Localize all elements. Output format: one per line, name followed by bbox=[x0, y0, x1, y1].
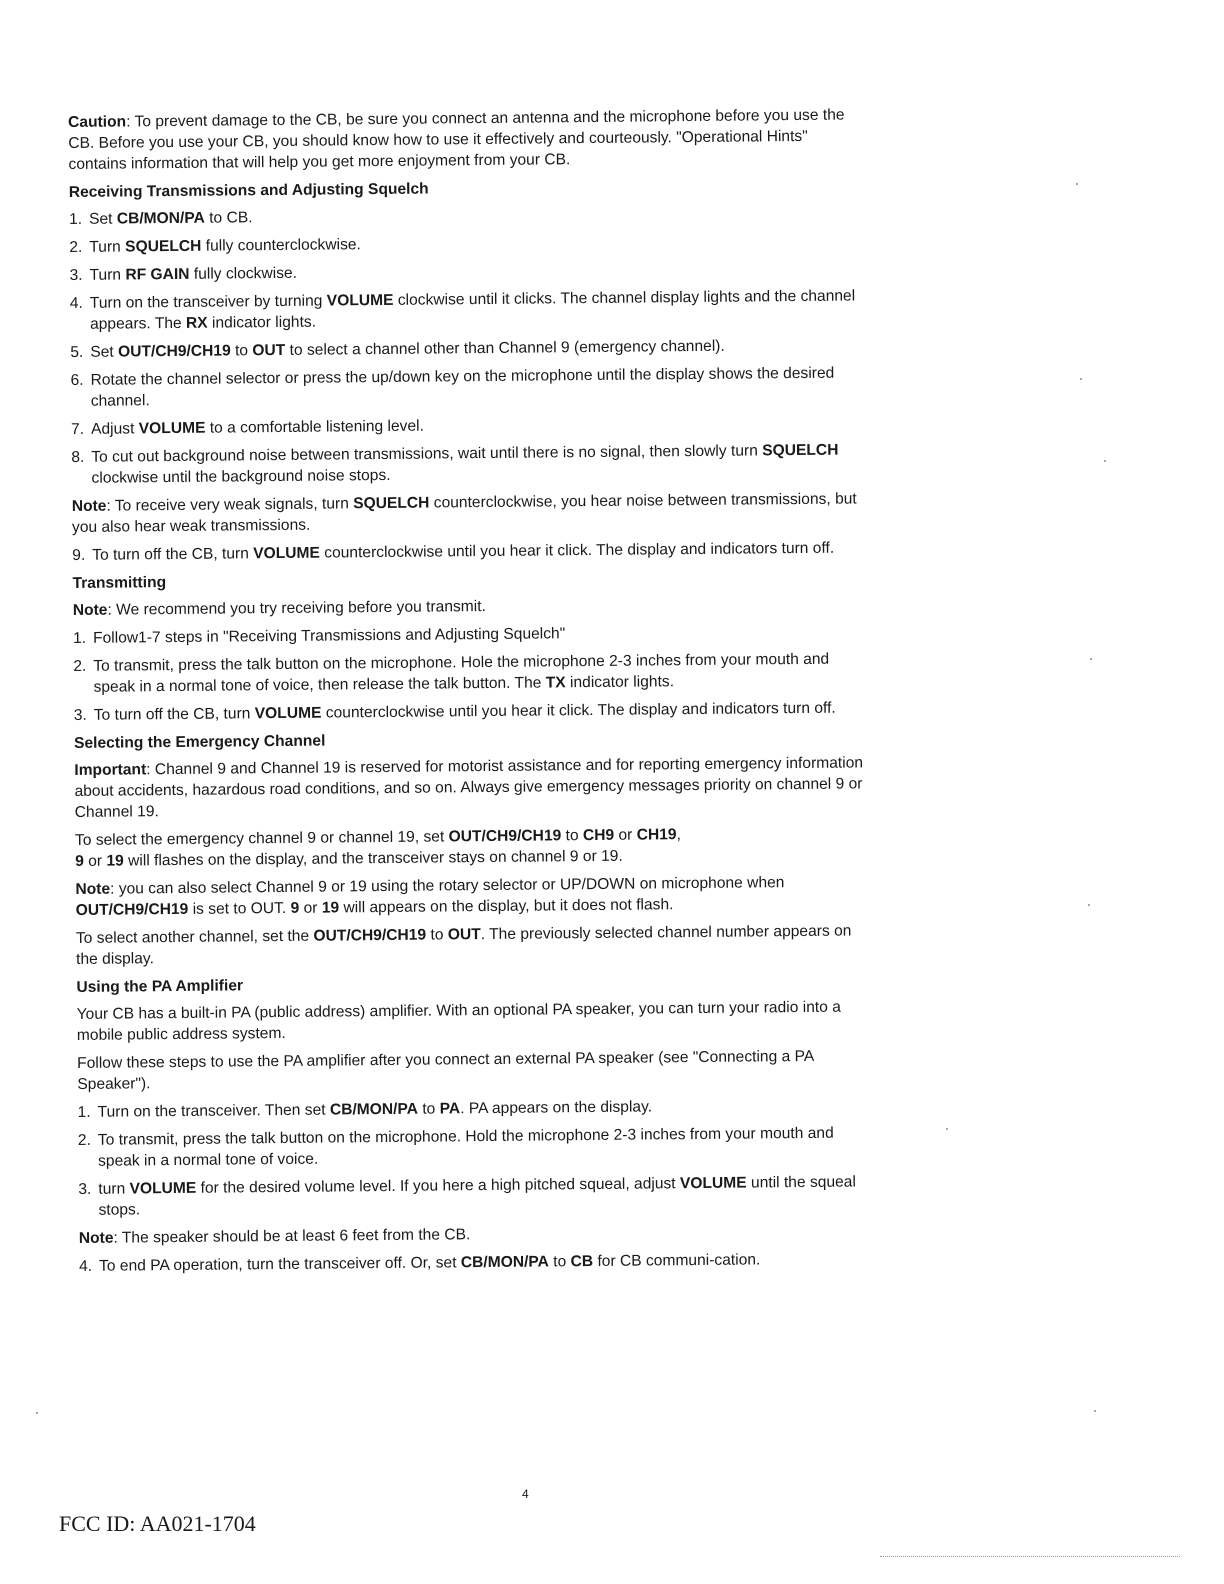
paragraph-text: To select another channel, set the bbox=[75, 927, 314, 947]
scan-speck bbox=[1076, 183, 1078, 185]
paragraph-text: will flashes on the display, and the transceiver stays on channel 9 or 19. bbox=[123, 847, 623, 870]
step-item bbox=[70, 334, 870, 363]
scan-speck bbox=[1094, 1410, 1096, 1412]
paragraph-text: or bbox=[614, 826, 637, 844]
emergency-paragraph bbox=[76, 920, 876, 970]
step-item bbox=[78, 1171, 878, 1221]
pa-paragraph: Your CB has a built-in PA (public address) amplifier. With an optional PA speaker, you can turn your radio into a mobile public address system. bbox=[76, 998, 841, 1044]
display-value: 9 bbox=[75, 852, 84, 870]
display-value: 19 bbox=[321, 899, 340, 917]
scan-speck bbox=[946, 1128, 948, 1130]
note-paragraph bbox=[75, 871, 875, 921]
scan-speck bbox=[36, 1412, 38, 1414]
step-item bbox=[78, 1094, 878, 1123]
step-number: 2. bbox=[77, 1131, 91, 1149]
step-text: To transmit, press the talk button on the microphone. Hole the microphone 2-3 inches from your mouth and speak in a normal tone of voice, then release the talk button. The bbox=[93, 650, 830, 696]
step-text: Turn bbox=[89, 266, 126, 284]
step-item bbox=[78, 1122, 878, 1172]
step-text: turn bbox=[98, 1180, 130, 1198]
scan-edge-line bbox=[880, 1556, 1180, 1558]
note-text: : We recommend you try receiving before you transmit. bbox=[107, 598, 486, 619]
note-lead: Note bbox=[71, 497, 107, 515]
step-number: 6. bbox=[70, 371, 84, 389]
scan-speck bbox=[1090, 658, 1092, 660]
step-item bbox=[79, 1248, 879, 1277]
step-text: to bbox=[548, 1253, 571, 1271]
step-number: 4. bbox=[79, 1257, 93, 1275]
step-number: 5. bbox=[70, 343, 84, 361]
step-text: Follow1-7 steps in "Receiving Transmissions and Adjusting Squelch" bbox=[92, 625, 566, 647]
step-text: to select a channel other than Channel 9 (emergency channel). bbox=[285, 337, 725, 359]
note-paragraph bbox=[79, 1220, 879, 1249]
step-text: To turn off the CB, turn bbox=[92, 545, 254, 564]
section-title-receiving: Receiving Transmissions and Adjusting Squelch bbox=[68, 180, 429, 201]
step-text: Rotate the channel selector or press the up/down key on the microphone until the display shows the desired channel. bbox=[90, 364, 835, 410]
step-number: 3. bbox=[73, 706, 87, 724]
paragraph-text: or bbox=[83, 852, 107, 870]
paragraph-text: , bbox=[676, 826, 681, 844]
control-name: CB/MON/PA bbox=[116, 209, 205, 228]
step-text: counterclockwise until you hear it click. The display and indicators turn off. bbox=[321, 699, 836, 722]
step-item bbox=[72, 537, 872, 566]
control-name: VOLUME bbox=[254, 704, 322, 723]
step-number: 4. bbox=[69, 294, 83, 312]
step-number: 2. bbox=[69, 238, 83, 256]
step-text: Set bbox=[88, 210, 117, 228]
scan-speck bbox=[1104, 460, 1106, 462]
step-item bbox=[69, 201, 869, 230]
note-paragraph bbox=[72, 488, 872, 538]
step-text: for the desired volume level. If you here a high pitched squeal, adjust bbox=[196, 1175, 681, 1197]
control-name: SQUELCH bbox=[125, 237, 202, 256]
step-text: indicator lights. bbox=[565, 673, 675, 692]
step-text: Set bbox=[90, 343, 119, 361]
display-value: 9 bbox=[290, 899, 300, 917]
control-name: VOLUME bbox=[679, 1174, 747, 1193]
note-text: counterclockwise, you hear noise between transmissions, but you also hear weak transmissions. bbox=[71, 490, 857, 536]
step-number: 1. bbox=[77, 1103, 91, 1121]
control-value: CH19 bbox=[636, 826, 677, 844]
step-text: until the squeal stops. bbox=[98, 1173, 856, 1219]
section-title-emergency: Selecting the Emergency Channel bbox=[73, 732, 326, 752]
important-lead: Important bbox=[74, 761, 147, 779]
step-text: to a comfortable listening level. bbox=[205, 417, 424, 437]
note-lead: Note bbox=[78, 1229, 114, 1247]
note-lead: Note bbox=[75, 880, 111, 898]
step-number: 1. bbox=[72, 629, 87, 647]
section-title-pa: Using the PA Amplifier bbox=[76, 977, 244, 996]
control-name: VOLUME bbox=[326, 291, 394, 310]
control-value: CH9 bbox=[582, 826, 615, 845]
important-text: : Channel 9 and Channel 19 is reserved for motorist assistance and for reporting emergency information about accidents, hazardous road conditions, and so on. Always give emergency messages priority on channel 9 or Channel 19. bbox=[74, 754, 864, 821]
step-number: 7. bbox=[70, 420, 85, 438]
page-number: 4 bbox=[522, 1487, 529, 1501]
indicator-name: TX bbox=[545, 674, 566, 692]
step-item bbox=[70, 285, 870, 335]
control-name: OUT/CH9/CH19 bbox=[75, 900, 189, 919]
step-number: 8. bbox=[71, 448, 85, 466]
step-text: for CB communi-cation. bbox=[593, 1251, 761, 1271]
step-item bbox=[70, 362, 870, 412]
section-title-transmitting: Transmitting bbox=[72, 574, 167, 592]
control-name: OUT/CH9/CH19 bbox=[448, 827, 562, 846]
step-text: to bbox=[230, 342, 253, 360]
step-text: Adjust bbox=[90, 420, 139, 438]
note-text: : To receive very weak signals, turn bbox=[106, 495, 354, 515]
control-value: OUT bbox=[447, 926, 481, 944]
note-text: is set to OUT. bbox=[188, 899, 291, 918]
note-paragraph bbox=[73, 592, 873, 621]
step-text: To transmit, press the talk button on the microphone. Hold the microphone 2-3 inches from your mouth and speak in a normal tone of voice. bbox=[97, 1124, 834, 1170]
step-number: 1. bbox=[68, 210, 83, 228]
step-text: clockwise until it clicks. The channel display lights and the channel appears. The bbox=[89, 287, 856, 333]
manual-page bbox=[68, 104, 879, 1284]
step-item bbox=[73, 620, 873, 649]
step-number: 3. bbox=[69, 266, 83, 284]
pa-paragraph: Follow these steps to use the PA amplifier after you connect an external PA speaker (see "Connecting a PA Speaker"). bbox=[77, 1047, 814, 1093]
scan-speck bbox=[1088, 904, 1090, 906]
step-number: 3. bbox=[78, 1180, 92, 1198]
step-text: clockwise until the background noise stops. bbox=[91, 466, 391, 487]
paragraph-text: To select the emergency channel 9 or channel 19, set bbox=[74, 828, 449, 849]
control-value: PA bbox=[439, 1100, 461, 1118]
control-name: SQUELCH bbox=[762, 441, 839, 460]
step-text: counterclockwise until you hear it click. The display and indicators turn off. bbox=[319, 539, 835, 562]
step-item bbox=[69, 257, 869, 286]
step-text: to bbox=[417, 1100, 440, 1118]
emergency-paragraph bbox=[75, 822, 875, 872]
step-item bbox=[69, 229, 869, 258]
fcc-id: FCC ID: AA021-1704 bbox=[59, 1511, 256, 1536]
step-text: Turn on the transceiver by turning bbox=[89, 292, 327, 312]
control-name: RF GAIN bbox=[125, 265, 190, 284]
control-name: SQUELCH bbox=[353, 494, 430, 513]
step-text: fully counterclockwise. bbox=[201, 236, 361, 255]
control-name: CB/MON/PA bbox=[460, 1253, 549, 1272]
control-name: VOLUME bbox=[138, 419, 206, 438]
step-item bbox=[71, 411, 871, 440]
control-name: OUT/CH9/CH19 bbox=[117, 342, 231, 361]
caution-text: : To prevent damage to the CB, be sure you connect an antenna and the microphone before you use the CB. Before you use your CB, you should know how to use it effectively and courteously. "Operational Hints" contains information that will help you get more enjoyment from your CB. bbox=[68, 106, 845, 173]
step-item bbox=[71, 439, 871, 489]
control-name: CB/MON/PA bbox=[329, 1100, 419, 1119]
note-text: or bbox=[299, 899, 322, 917]
step-text: To cut out background noise between transmissions, wait until there is no signal, then slowly turn bbox=[91, 442, 763, 466]
display-value: 19 bbox=[106, 852, 124, 870]
note-text: : you can also select Channel 9 or 19 using the rotary selector or UP/DOWN on microphone when bbox=[110, 874, 785, 898]
control-name: OUT/CH9/CH19 bbox=[313, 926, 427, 945]
control-value: CB bbox=[570, 1253, 594, 1271]
step-text: to CB. bbox=[204, 209, 253, 227]
note-lead: Note bbox=[72, 601, 108, 619]
scan-speck bbox=[1080, 378, 1082, 380]
important-paragraph bbox=[74, 752, 875, 823]
step-text: fully clockwise. bbox=[189, 264, 298, 283]
step-text: Turn on the transceiver. Then set bbox=[97, 1101, 330, 1121]
paragraph-text: to bbox=[561, 827, 584, 845]
step-text: Turn bbox=[89, 238, 126, 256]
step-item bbox=[74, 697, 874, 726]
caution-lead: Caution bbox=[68, 113, 127, 131]
note-text: : The speaker should be at least 6 feet from the CB. bbox=[113, 1226, 471, 1247]
step-text: . PA appears on the display. bbox=[460, 1098, 653, 1118]
paragraph-text: . The previously selected channel number appears on the display. bbox=[76, 922, 852, 968]
caution-paragraph bbox=[68, 104, 869, 175]
control-name: VOLUME bbox=[253, 544, 320, 563]
control-name: VOLUME bbox=[129, 1179, 197, 1198]
indicator-name: RX bbox=[185, 314, 208, 332]
paragraph-text: to bbox=[426, 926, 448, 944]
step-number: 9. bbox=[72, 546, 86, 564]
step-number: 2. bbox=[73, 657, 87, 675]
step-text: indicator lights. bbox=[207, 313, 317, 332]
control-value: OUT bbox=[252, 341, 286, 360]
step-text: To turn off the CB, turn bbox=[93, 705, 255, 724]
step-item bbox=[73, 648, 873, 698]
step-text: To end PA operation, turn the transceiver off. Or, set bbox=[98, 1254, 461, 1275]
note-text: will appears on the display, but it does not flash. bbox=[339, 896, 674, 917]
